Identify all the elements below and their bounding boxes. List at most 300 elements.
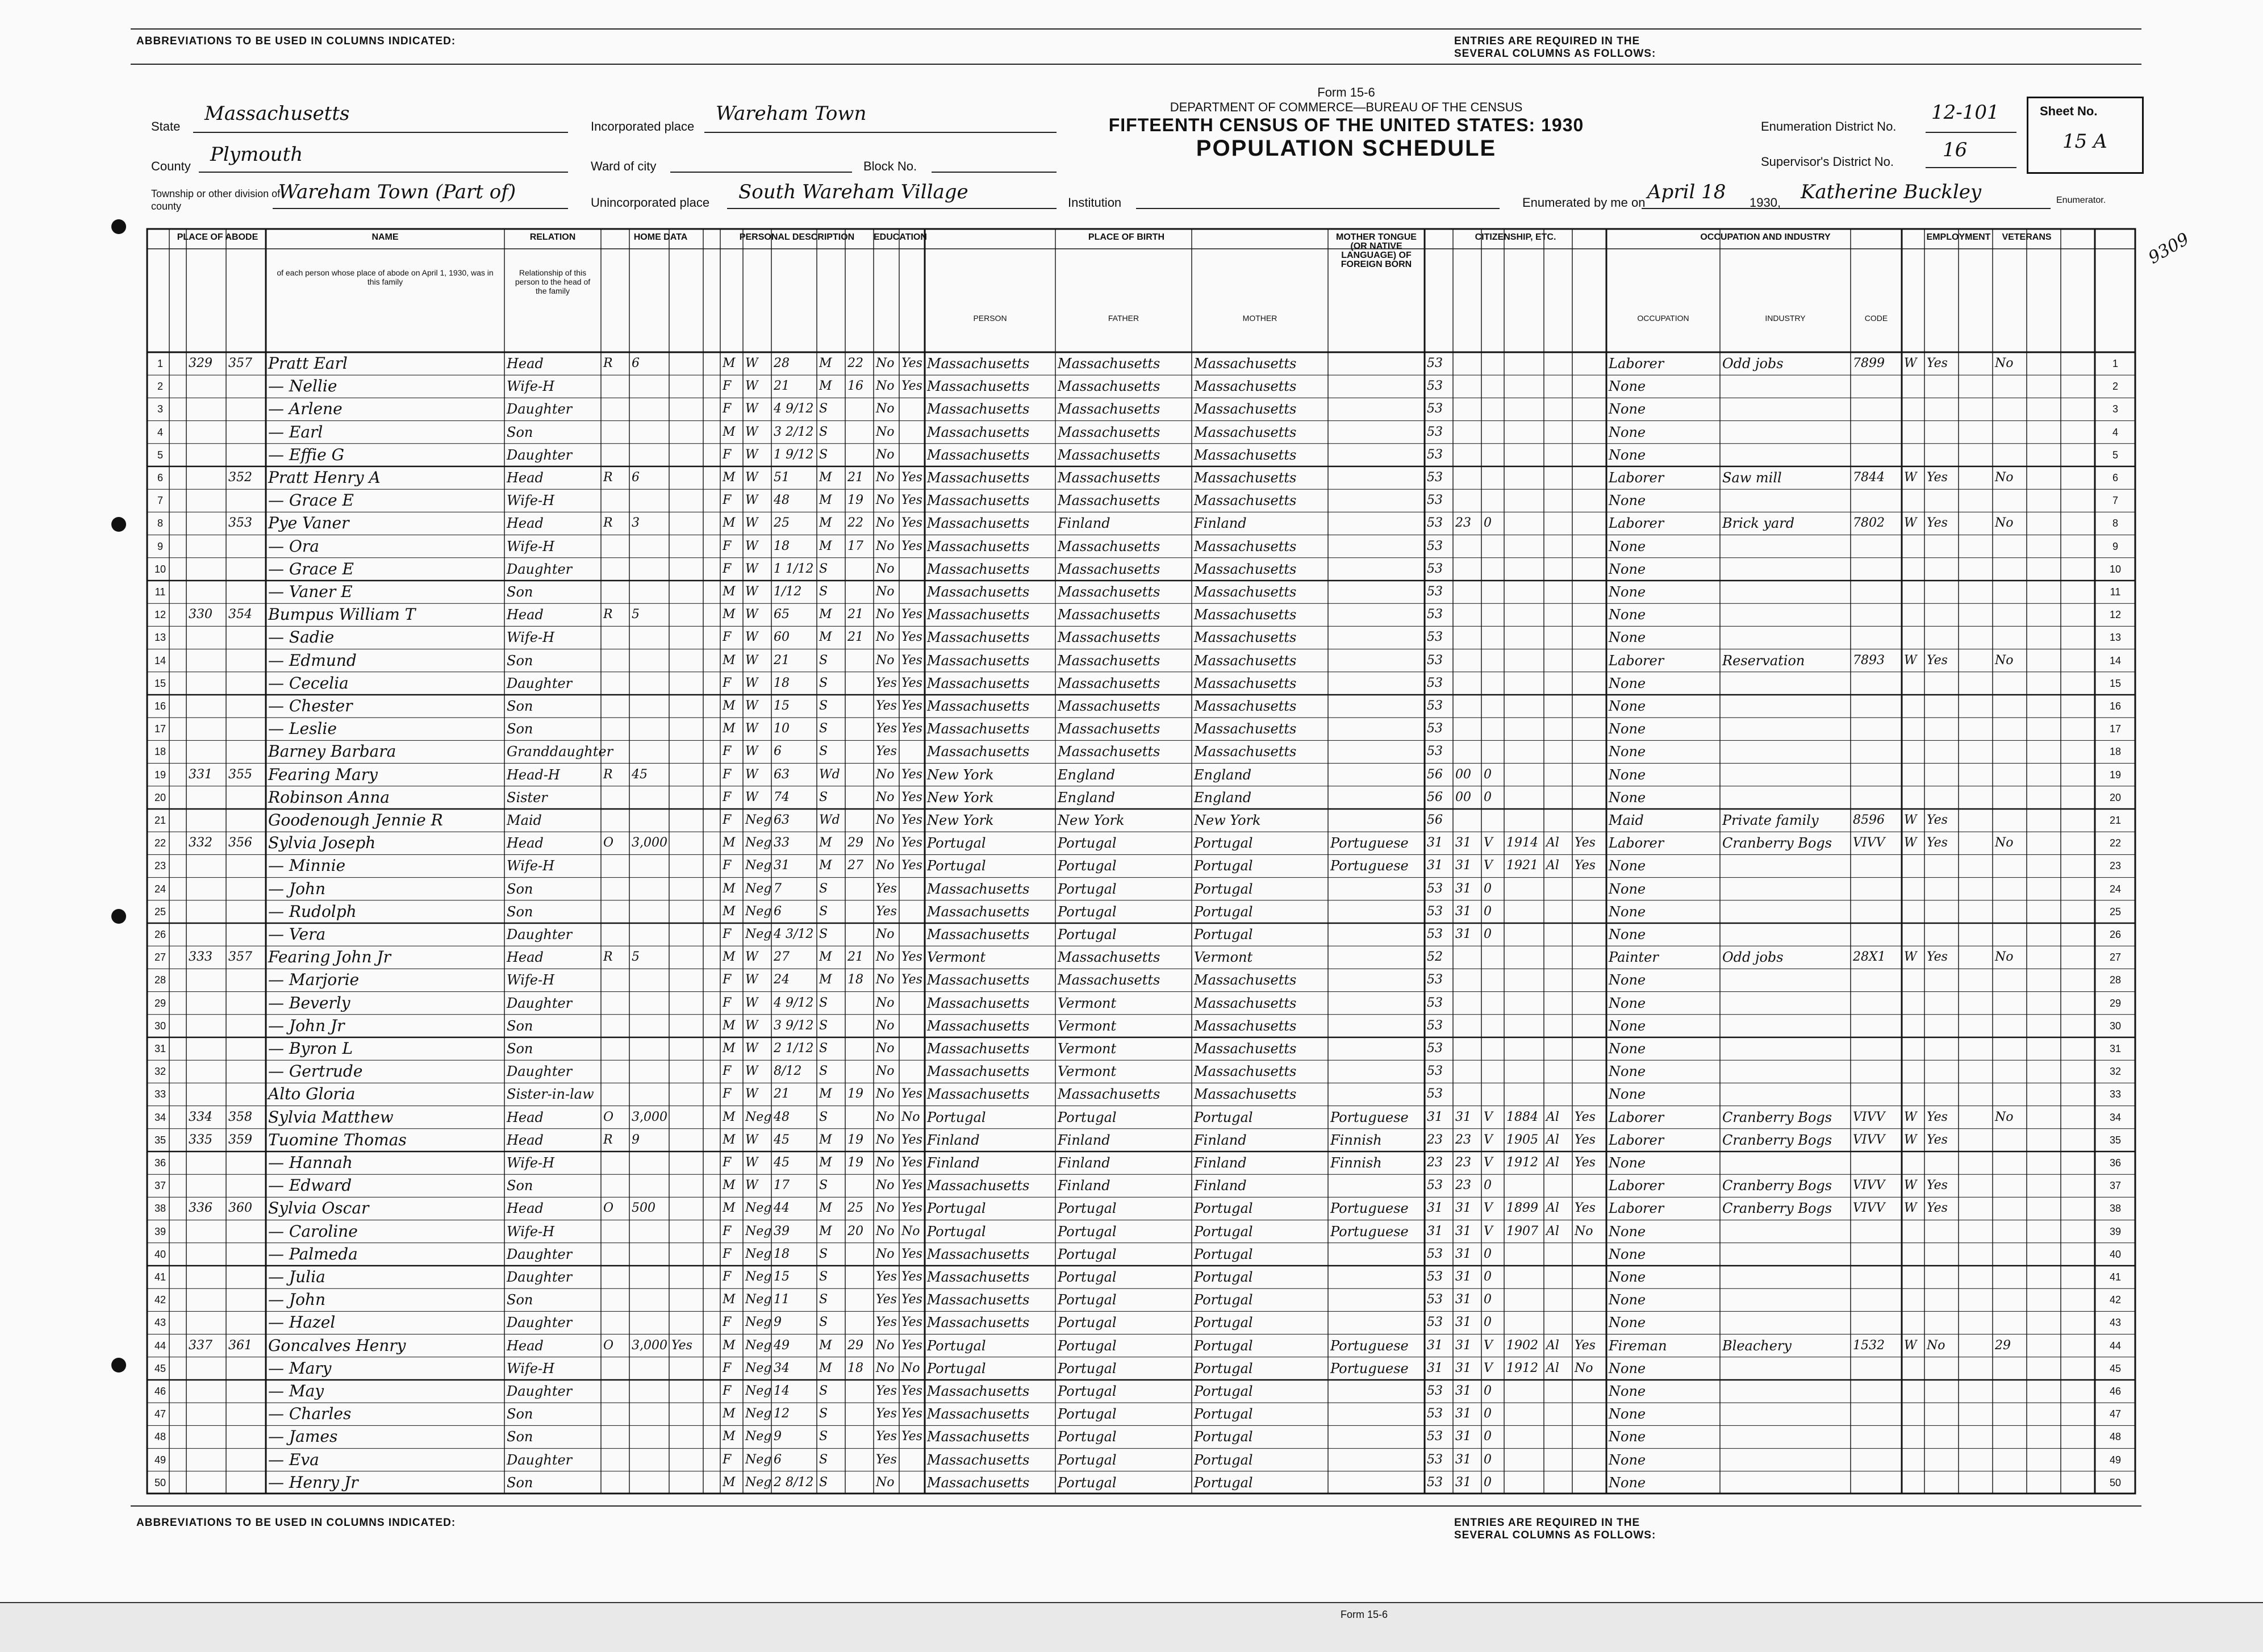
cell-occ: None <box>1609 584 1646 600</box>
cell-bp: Massachusetts <box>927 447 1030 463</box>
cell-sch: Yes <box>876 1292 897 1307</box>
cell-ms: S <box>819 927 828 941</box>
cell-fb: England <box>1058 766 1116 783</box>
cell-code: 53 <box>1427 1292 1443 1307</box>
cell-am: 16 <box>847 379 863 394</box>
cell-sex: F <box>723 1155 732 1170</box>
unincorporated-label: Unincorporated place <box>591 195 710 210</box>
cell-ms: M <box>819 1224 832 1238</box>
cell-occ: None <box>1609 721 1646 737</box>
cell-emp: Yes <box>1927 1178 1948 1193</box>
cell-race: W <box>745 1041 758 1056</box>
row-number-right: 6 <box>2112 472 2118 483</box>
cell-occ: Laborer <box>1609 835 1664 852</box>
cell-race: W <box>745 995 758 1010</box>
cell-code3: 0 <box>1484 1384 1492 1398</box>
cell-age: 48 <box>774 493 790 508</box>
cell-occ: None <box>1609 1429 1646 1445</box>
cell-race: Neg <box>745 1452 772 1467</box>
cell-rel: Wife-H <box>507 629 555 646</box>
cell-rd: Yes <box>901 1087 922 1102</box>
cell-name: — Sadie <box>268 628 335 647</box>
cell-age: 60 <box>774 630 790 645</box>
cell-ind: Reservation <box>1722 652 1805 669</box>
cell-fb: Massachusetts <box>1058 698 1160 714</box>
cell-mb: Massachusetts <box>1194 561 1297 577</box>
cell-race: W <box>745 379 758 394</box>
cell-race: Neg <box>745 904 772 919</box>
cell-occ: None <box>1609 378 1646 395</box>
cell-fb: Portugal <box>1058 1246 1117 1262</box>
cell-sch: No <box>876 424 895 439</box>
cell-name: — Charles <box>268 1404 352 1424</box>
cell-mb: Massachusetts <box>1194 1063 1297 1080</box>
cell-mb: Portugal <box>1194 1223 1253 1240</box>
cell-sex: M <box>723 1338 736 1353</box>
cell-tongue: Portuguese <box>1330 1223 1409 1240</box>
cell-fb: Massachusetts <box>1058 447 1160 463</box>
cell-age: 11 <box>774 1292 790 1307</box>
cell-fb: England <box>1058 789 1116 806</box>
cell-code2: 31 <box>1455 858 1471 873</box>
cell-bp: Massachusetts <box>927 538 1030 554</box>
cell-mb: Portugal <box>1194 927 1253 942</box>
cell-mb: England <box>1194 766 1252 783</box>
cell-fb: Massachusetts <box>1058 401 1160 418</box>
cell-rd: Yes <box>901 721 922 736</box>
cell-fb: Finland <box>1058 1178 1110 1194</box>
cell-age: 17 <box>774 1178 790 1193</box>
cell-ms: S <box>819 1475 828 1490</box>
cell-code: 31 <box>1427 858 1443 873</box>
cell-sex: F <box>723 1361 732 1375</box>
cell-mb: Massachusetts <box>1194 356 1297 372</box>
cell-rel: Wife-H <box>507 538 555 554</box>
enumerator-line <box>1642 208 2051 209</box>
cell-ms: M <box>819 379 832 394</box>
row-number-right: 47 <box>2109 1408 2122 1420</box>
cell-dw: 337 <box>189 1338 212 1353</box>
cell-sex: M <box>723 1475 736 1490</box>
cell-mb: Massachusetts <box>1194 629 1297 646</box>
cell-icode: 7802 <box>1853 516 1885 531</box>
row-number-right: 39 <box>2109 1225 2122 1237</box>
cell-n: 6 <box>157 472 163 483</box>
column-heading-father: FATHER <box>1108 314 1139 323</box>
cell-n: 46 <box>154 1386 166 1397</box>
cell-code: 53 <box>1427 973 1443 987</box>
county-label: County <box>151 159 191 173</box>
cell-ms: S <box>819 995 828 1010</box>
cell-code3: 0 <box>1484 1270 1492 1284</box>
row-number-right: 5 <box>2112 449 2118 461</box>
cell-nat: Al <box>1546 1132 1559 1147</box>
row-number-right: 12 <box>2109 609 2122 621</box>
cell-race: W <box>745 539 758 553</box>
cell-name: — Henry Jr <box>268 1472 358 1492</box>
cell-dw: 333 <box>189 950 212 965</box>
cell-fb: Massachusetts <box>1058 1086 1160 1103</box>
cell-dw: 336 <box>189 1201 212 1216</box>
cell-sch: Yes <box>876 904 897 919</box>
cell-code3: V <box>1484 1109 1493 1124</box>
cell-sch: No <box>876 1155 895 1170</box>
cell-n: 13 <box>154 632 166 644</box>
cell-bp: Massachusetts <box>927 1315 1030 1331</box>
cell-bp: Massachusetts <box>927 1474 1030 1491</box>
cell-n: 9 <box>157 540 163 552</box>
cell-mb: Massachusetts <box>1194 538 1297 554</box>
cell-race: W <box>745 493 758 508</box>
cell-name: Bumpus William T <box>268 605 416 624</box>
cell-am: 22 <box>847 516 863 531</box>
cell-ms: S <box>819 424 828 439</box>
cell-mb: Portugal <box>1194 1315 1253 1331</box>
cell-race: W <box>745 607 758 622</box>
cell-age: 9 <box>774 1429 782 1444</box>
cell-mb: Portugal <box>1194 1360 1253 1376</box>
cell-ms: S <box>819 1246 828 1261</box>
cell-am: 18 <box>847 1361 863 1375</box>
cell-fb: Portugal <box>1058 1429 1117 1445</box>
row-number-right: 36 <box>2109 1157 2122 1169</box>
cell-dw: 335 <box>189 1132 212 1147</box>
cell-fam: 361 <box>228 1338 252 1353</box>
cell-val: 5 <box>632 607 640 622</box>
cell-race: W <box>745 950 758 965</box>
cell-occ: Laborer <box>1609 1200 1664 1217</box>
cell-sch: No <box>876 973 895 987</box>
cell-sch: No <box>876 447 895 462</box>
cell-imm: 1905 <box>1506 1132 1538 1147</box>
cell-sex: F <box>723 1315 732 1330</box>
cell-fb: Portugal <box>1058 1223 1117 1240</box>
cell-am: 19 <box>847 1087 863 1102</box>
cell-fb: Portugal <box>1058 858 1117 874</box>
cell-rd: Yes <box>901 607 922 622</box>
supervisor-line <box>1926 167 2016 168</box>
cell-mb: Portugal <box>1194 1109 1253 1125</box>
bottom-divider <box>131 1505 2141 1507</box>
next-sheet-strip <box>0 1602 2263 1652</box>
cell-ms: S <box>819 1384 828 1398</box>
cell-code: 53 <box>1427 424 1443 439</box>
schedule-title: POPULATION SCHEDULE <box>1196 136 1497 161</box>
township-value: Wareham Town (Part of) <box>278 181 516 203</box>
cell-sex: M <box>723 721 736 736</box>
cell-bp: Massachusetts <box>927 995 1030 1011</box>
row-number-right: 14 <box>2109 654 2122 666</box>
cell-sex: M <box>723 881 736 896</box>
cell-code: 53 <box>1427 699 1443 713</box>
cell-cw: W <box>1904 1201 1917 1216</box>
cell-race: Neg <box>745 1246 772 1261</box>
cell-rd: Yes <box>901 379 922 394</box>
township-label: Township or other division of county <box>151 188 281 212</box>
cell-rd: Yes <box>901 1338 922 1353</box>
cell-tongue: Portuguese <box>1330 1200 1409 1217</box>
cell-sch: No <box>876 1178 895 1193</box>
cell-age: 25 <box>774 516 790 531</box>
cell-code3: V <box>1484 1338 1493 1353</box>
cell-code3: 0 <box>1484 881 1492 896</box>
cell-bp: Massachusetts <box>927 1269 1030 1285</box>
cell-race: W <box>745 721 758 736</box>
ward-label: Ward of city <box>591 159 657 173</box>
cell-fb: Finland <box>1058 1132 1110 1148</box>
cell-rd: Yes <box>901 630 922 645</box>
top-divider <box>131 28 2141 30</box>
cell-sex: F <box>723 561 732 576</box>
cell-ms: S <box>819 447 828 462</box>
cell-code: 53 <box>1427 1384 1443 1398</box>
cell-sch: No <box>876 1132 895 1147</box>
cell-imm: 1921 <box>1506 858 1538 873</box>
form-number: Form 15-6 <box>1317 85 1375 99</box>
cell-fb: New York <box>1058 812 1125 828</box>
enumerator-suffix: Enumerator. <box>2056 195 2106 205</box>
cell-am: 27 <box>847 858 863 873</box>
county-value: Plymouth <box>210 143 303 166</box>
row-number-right: 20 <box>2109 791 2122 803</box>
row-number-right: 35 <box>2109 1134 2122 1146</box>
cell-rd: Yes <box>901 675 922 690</box>
cell-val: 6 <box>632 356 640 370</box>
cell-occ: None <box>1609 607 1646 623</box>
cell-n: 50 <box>154 1476 166 1488</box>
incorporated-line <box>704 132 1057 133</box>
column-group-heading: HOME DATA <box>633 232 688 242</box>
cell-sch: No <box>876 858 895 873</box>
cell-code: 53 <box>1427 721 1443 736</box>
cell-fb: Portugal <box>1058 1451 1117 1468</box>
cell-code3: V <box>1484 836 1493 850</box>
cell-rel: Granddaughter <box>507 744 613 760</box>
cell-ind: Bleachery <box>1722 1337 1792 1354</box>
cell-mb: Massachusetts <box>1194 972 1297 988</box>
cell-home: R <box>603 516 613 531</box>
cell-name: Pratt Earl <box>268 354 348 373</box>
cell-name: — Effie G <box>268 445 344 464</box>
cell-code: 53 <box>1427 881 1443 896</box>
cell-name: — John <box>268 879 326 898</box>
cell-fb: Massachusetts <box>1058 538 1160 554</box>
unincorporated-line <box>727 208 1057 209</box>
cell-fb: Vermont <box>1058 1017 1117 1034</box>
cell-icode: 7844 <box>1853 470 1885 485</box>
cell-mb: Portugal <box>1194 903 1253 920</box>
cell-mb: Massachusetts <box>1194 698 1297 714</box>
cell-name: — Hannah <box>268 1153 353 1172</box>
cell-race: W <box>745 1132 758 1147</box>
cell-sch: No <box>876 1475 895 1490</box>
cell-emp: Yes <box>1927 1132 1948 1147</box>
cell-rel: Wife-H <box>507 858 555 874</box>
cell-mb: Portugal <box>1194 1337 1253 1354</box>
cell-code: 53 <box>1427 927 1443 941</box>
column-group-heading: CITIZENSHIP, ETC. <box>1475 232 1556 242</box>
cell-occ: None <box>1609 1223 1646 1240</box>
cell-rel: Sister-in-law <box>507 1086 594 1103</box>
cell-fb: Portugal <box>1058 1109 1117 1125</box>
cell-mb: Portugal <box>1194 1246 1253 1262</box>
cell-imm: 1912 <box>1506 1361 1538 1375</box>
cell-name: — Mary <box>268 1358 332 1378</box>
cell-mb: Finland <box>1194 515 1247 532</box>
cell-race: W <box>745 653 758 668</box>
cell-name: — Caroline <box>268 1221 358 1241</box>
entries-required-bottom <box>1454 1517 1681 1542</box>
cell-n: 5 <box>157 449 163 461</box>
cell-code: 53 <box>1427 539 1443 553</box>
cell-race: W <box>745 790 758 804</box>
cell-sex: M <box>723 1132 736 1147</box>
cell-emp: Yes <box>1927 470 1948 485</box>
cell-n: 12 <box>154 609 166 621</box>
cell-code: 31 <box>1427 1109 1443 1124</box>
cell-race: W <box>745 470 758 485</box>
cell-code: 31 <box>1427 1338 1443 1353</box>
cell-age: 12 <box>774 1407 790 1421</box>
cell-rel: Head <box>507 1109 544 1125</box>
cell-name: — Ora <box>268 536 319 556</box>
county-line <box>199 172 568 173</box>
cell-bp: Massachusetts <box>927 1017 1030 1034</box>
cell-name: — Nellie <box>268 377 337 396</box>
cell-code: 53 <box>1427 561 1443 576</box>
cell-sex: M <box>723 699 736 713</box>
cell-age: 4 9/12 <box>774 402 814 416</box>
cell-vet: No <box>1995 653 2014 668</box>
cell-n: 16 <box>154 700 166 712</box>
cell-icode: VIVV <box>1853 1178 1885 1193</box>
cell-fb: Massachusetts <box>1058 652 1160 669</box>
cell-bp: Massachusetts <box>927 493 1030 509</box>
cell-code2: 23 <box>1455 1178 1471 1193</box>
cell-n: 18 <box>154 746 166 758</box>
cell-code3: V <box>1484 1201 1493 1216</box>
cell-occ: None <box>1609 1360 1646 1376</box>
cell-rel: Daughter <box>507 561 573 577</box>
cell-mb: Massachusetts <box>1194 1086 1297 1103</box>
cell-sex: F <box>723 379 732 394</box>
cell-n: 48 <box>154 1431 166 1443</box>
cell-rd: Yes <box>901 1246 922 1261</box>
abbreviations-bottom <box>136 1517 2181 1529</box>
cell-bp: Portugal <box>927 1109 986 1125</box>
cell-rel: Son <box>507 652 533 669</box>
cell-sch: No <box>876 927 895 941</box>
cell-occ: None <box>1609 1451 1646 1468</box>
abbreviations-top <box>136 35 2181 48</box>
cell-age: 18 <box>774 675 790 690</box>
cell-name: Alto Gloria <box>268 1084 356 1104</box>
cell-race: W <box>745 699 758 713</box>
cell-bp: Massachusetts <box>927 515 1030 532</box>
row-number-right: 28 <box>2109 974 2122 986</box>
cell-name: — Cecelia <box>268 673 349 692</box>
cell-code3: 0 <box>1484 516 1492 531</box>
cell-icode: 7893 <box>1853 653 1885 668</box>
cell-sch: No <box>876 836 895 850</box>
cell-code2: 23 <box>1455 1155 1471 1170</box>
cell-nat: Al <box>1546 1338 1559 1353</box>
cell-code: 31 <box>1427 836 1443 850</box>
cell-am: 25 <box>847 1201 863 1216</box>
column-heading-relation: Relationship of this person to the head of the family <box>515 268 591 295</box>
cell-n: 32 <box>154 1066 166 1078</box>
next-form-number: Form 15-6 <box>1341 1609 1388 1620</box>
cell-race: Neg <box>745 881 772 896</box>
cell-n: 25 <box>154 906 166 917</box>
cell-imm: 1907 <box>1506 1224 1538 1238</box>
entries-required-heading-bottom: ENTRIES ARE REQUIRED IN THE SEVERAL COLUMNS AS FOLLOWS: <box>1454 1517 1656 1541</box>
cell-name: — John <box>268 1290 326 1309</box>
cell-code3: V <box>1484 1361 1493 1375</box>
row-number-right: 8 <box>2112 518 2118 529</box>
cell-sex: F <box>723 813 732 827</box>
cell-age: 2 8/12 <box>774 1475 814 1490</box>
cell-rel: Head <box>507 835 544 852</box>
cell-age: 1 9/12 <box>774 447 814 462</box>
cell-rd: Yes <box>901 1384 922 1398</box>
cell-emp: Yes <box>1927 950 1948 965</box>
cell-ms: S <box>819 744 828 759</box>
cell-sch: No <box>876 1064 895 1079</box>
cell-rel: Daughter <box>507 1269 573 1285</box>
cell-ms: S <box>819 1178 828 1193</box>
cell-nat: Al <box>1546 1109 1559 1124</box>
cell-fb: Portugal <box>1058 1315 1117 1331</box>
census-title: FIFTEENTH CENSUS OF THE UNITED STATES: 1930 <box>1108 115 1584 135</box>
cell-code2: 31 <box>1455 1475 1471 1490</box>
cell-ms: M <box>819 1087 832 1102</box>
cell-sex: F <box>723 1270 732 1284</box>
cell-sex: F <box>723 1452 732 1467</box>
cell-mb: Massachusetts <box>1194 652 1297 669</box>
cell-home: R <box>603 607 613 622</box>
cell-occ: Laborer <box>1609 1109 1664 1125</box>
cell-mb: Massachusetts <box>1194 493 1297 509</box>
cell-fb: Portugal <box>1058 881 1117 897</box>
cell-mb: Massachusetts <box>1194 401 1297 418</box>
cell-race: Neg <box>745 1201 772 1216</box>
cell-rel: Wife-H <box>507 1223 555 1240</box>
cell-occ: None <box>1609 1474 1646 1491</box>
cell-am: 21 <box>847 950 863 965</box>
cell-ms: M <box>819 630 832 645</box>
cell-imm: 1899 <box>1506 1201 1538 1216</box>
cell-race: W <box>745 447 758 462</box>
cell-race: Neg <box>745 1429 772 1444</box>
cell-mb: New York <box>1194 812 1261 828</box>
cell-name: Goncalves Henry <box>268 1336 406 1355</box>
cell-fb: Portugal <box>1058 1200 1117 1217</box>
cell-mb: Portugal <box>1194 881 1253 897</box>
column-group-heading: RELATION <box>529 232 576 242</box>
cell-race: Neg <box>745 813 772 827</box>
cell-bp: Massachusetts <box>927 584 1030 600</box>
cell-rel: Head <box>507 470 544 486</box>
cell-home: R <box>603 950 613 965</box>
cell-sch: No <box>876 995 895 1010</box>
cell-race: W <box>745 424 758 439</box>
cell-code: 56 <box>1427 813 1443 827</box>
cell-sch: No <box>876 767 895 782</box>
cell-age: 6 <box>774 744 782 759</box>
cell-race: W <box>745 1178 758 1193</box>
cell-name: Sylvia Matthew <box>268 1107 394 1127</box>
